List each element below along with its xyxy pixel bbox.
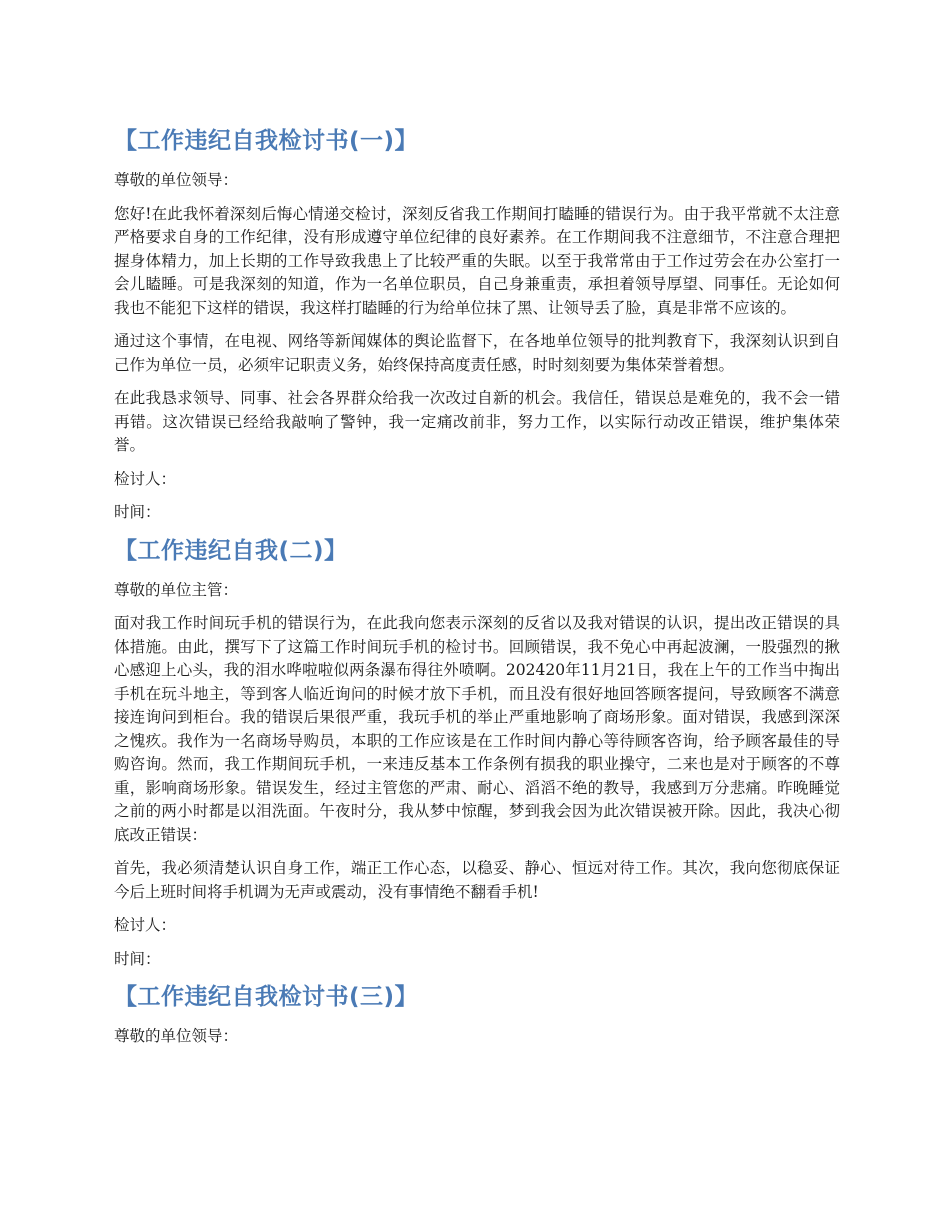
body-paragraph: 在此我恳求领导、同事、社会各界群众给我一次改过自新的机会。我信任，错误总是难免的，我不会一错再错。这次错误已经给我敲响了警钟，我一定痛改前非，努力工作，以实际行动改正错误，维护集体荣誉。 [114,389,840,454]
salutation: 尊敬的单位领导： [114,1027,239,1045]
date-line: 时间： [114,949,161,968]
section-1 [114,125,840,525]
section-heading: 【工作违纪自我检讨书(三)】 [114,984,419,1010]
section-3 [114,981,840,1049]
section-heading: 【工作违纪自我检讨书(一)】 [114,128,419,154]
section-2 [114,535,840,972]
salutation: 尊敬的单位主管： [114,580,239,599]
body-paragraph: 面对我工作时间玩手机的错误行为，在此我向您表示深刻的反省以及我对错误的认识，提出改正错误的具体措施。由此，撰写下了这篇工作时间玩手机的检讨书。回顾错误，我不免心中再起波澜，一股强烈的揪心感迎上心头，我的泪水哗啦啦似两条瀑布得往外喷啊。202420年11月21日，我在上午的工作当中掏出手机在玩斗地主，等到客人临近询问的时候才放下手机，而且没有很好地回答顾客提问，导致顾客不满意接连询问到柜台。我的错误后果很严重，我玩手机的举止严重地影响了商场形象。面对错误，我感到深深之愧疚。我作为一名商场导购员，本职的工作应该是在工作时间内静心等待顾客咨询，给予顾客最佳的导购咨询。然而，我工作期间玩手机，一来违反基本工作条例有损我的职业操守，二来也是对于顾客的不尊重，影响商场形象。错误发生，经过主管您的严肃、耐心、滔滔不绝的教导，我感到万分悲痛。昨晚睡觉之前的两小时都是以泪洗面。午夜时分，我从梦中惊醒，梦到我会因为此次错误被开除。因此，我决心彻底改正错误： [114,614,840,844]
salutation: 尊敬的单位领导： [114,171,239,189]
signature-line: 检讨人： [114,469,177,488]
signature-line: 检讨人： [114,916,177,934]
date-line: 时间： [114,503,161,521]
body-paragraph: 您好!在此我怀着深刻后悔心情递交检讨，深刻反省我工作期间打瞌睡的错误行为。由于我平常就不太注意严格要求自身的工作纪律，没有形成遵守单位纪律的良好素养。在工作期间我不注意细节，不注意合理把握身体精力，加上长期的工作导致我患上了比较严重的失眠。以至于我常常由于工作过劳会在办公室打一会儿瞌睡。可是我深刻的知道，作为一名单位职员，自己身兼重责，承担着领导厚望、同事任。无论如何我也不能犯下这样的错误，我这样打瞌睡的行为给单位抹了黑、让领导丢了脸，真是非常不应该的。 [114,204,840,317]
section-heading: 【工作违纪自我(二)】 [114,537,348,564]
body-paragraph: 首先，我必须清楚认识自身工作，端正工作心态，以稳妥、静心、恒远对待工作。其次，我向您彻底保证今后上班时间将手机调为无声或震动，没有事情绝不翻看手机! [114,859,840,901]
body-paragraph: 通过这个事情，在电视、网络等新闻媒体的舆论监督下，在各地单位领导的批判教育下，我深刻认识到自己作为单位一员，必须牢记职责义务，始终保持高度责任感，时时刻刻要为集体荣誉着想。 [114,332,840,374]
